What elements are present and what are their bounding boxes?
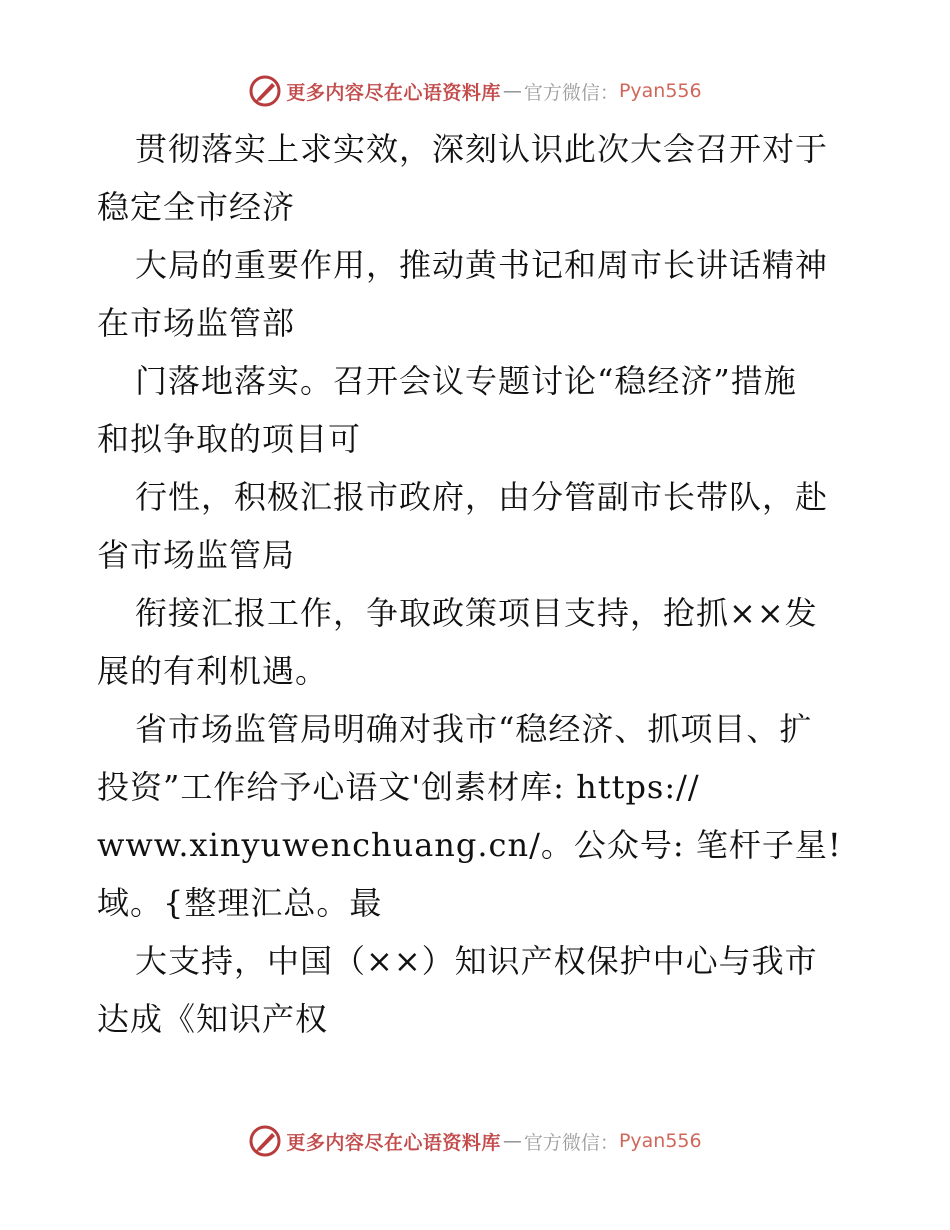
text-line: 贯彻落实上求实效，深刻认识此次大会召开对于 [135, 130, 829, 168]
text-line: 门落地落实。召开会议专题讨论“稳经济”措施 [135, 362, 797, 400]
text-line: 行性，积极汇报市政府，由分管副市长带队，赴 [135, 478, 829, 516]
text-line: 衔接汇报工作，争取政策项目支持，抢抓××发 [135, 594, 818, 632]
text-line: 省市场监管局 [97, 536, 296, 574]
text-line: 大支持，中国（××）知识产权保护中心与我市 [135, 942, 818, 980]
banner-wechat-id: Pyan556 [618, 80, 702, 102]
text-line: 投资”工作给予心语文'创素材库: https:// [97, 768, 700, 806]
banner-text: 更多内容尽在心语资料库 [286, 1131, 501, 1154]
text-line: 展的有利机遇。 [97, 652, 329, 690]
text-line: 和拟争取的项目可 [97, 420, 362, 458]
text-line: 省市场监管局明确对我市“稳经济、抓项目、扩 [135, 710, 813, 748]
quill-pen-seal-icon [248, 1124, 282, 1158]
quill-pen-seal-icon [248, 74, 282, 108]
text-line: www.xinyuwenchuang.cn/。公众号: 笔杆子星! [97, 826, 842, 864]
text-line: 达成《知识产权 [97, 1000, 329, 1038]
banner-dash: — [502, 80, 522, 102]
text-line: 域。{整理汇总。最 [97, 884, 383, 922]
footer-banner [0, 1121, 950, 1161]
banner-dash: — [502, 1130, 522, 1152]
banner-text: 更多内容尽在心语资料库 [286, 81, 501, 104]
document-body [97, 120, 857, 1048]
text-line: 在市场监管部 [97, 304, 296, 342]
text-line: 稳定全市经济 [97, 188, 296, 226]
banner-wechat-label: 官方微信： [523, 1131, 619, 1154]
banner-wechat-label: 官方微信： [523, 81, 619, 104]
banner-wechat-id: Pyan556 [618, 1130, 702, 1152]
header-banner [0, 71, 950, 111]
text-line: 大局的重要作用，推动黄书记和周市长讲话精神 [135, 246, 829, 284]
